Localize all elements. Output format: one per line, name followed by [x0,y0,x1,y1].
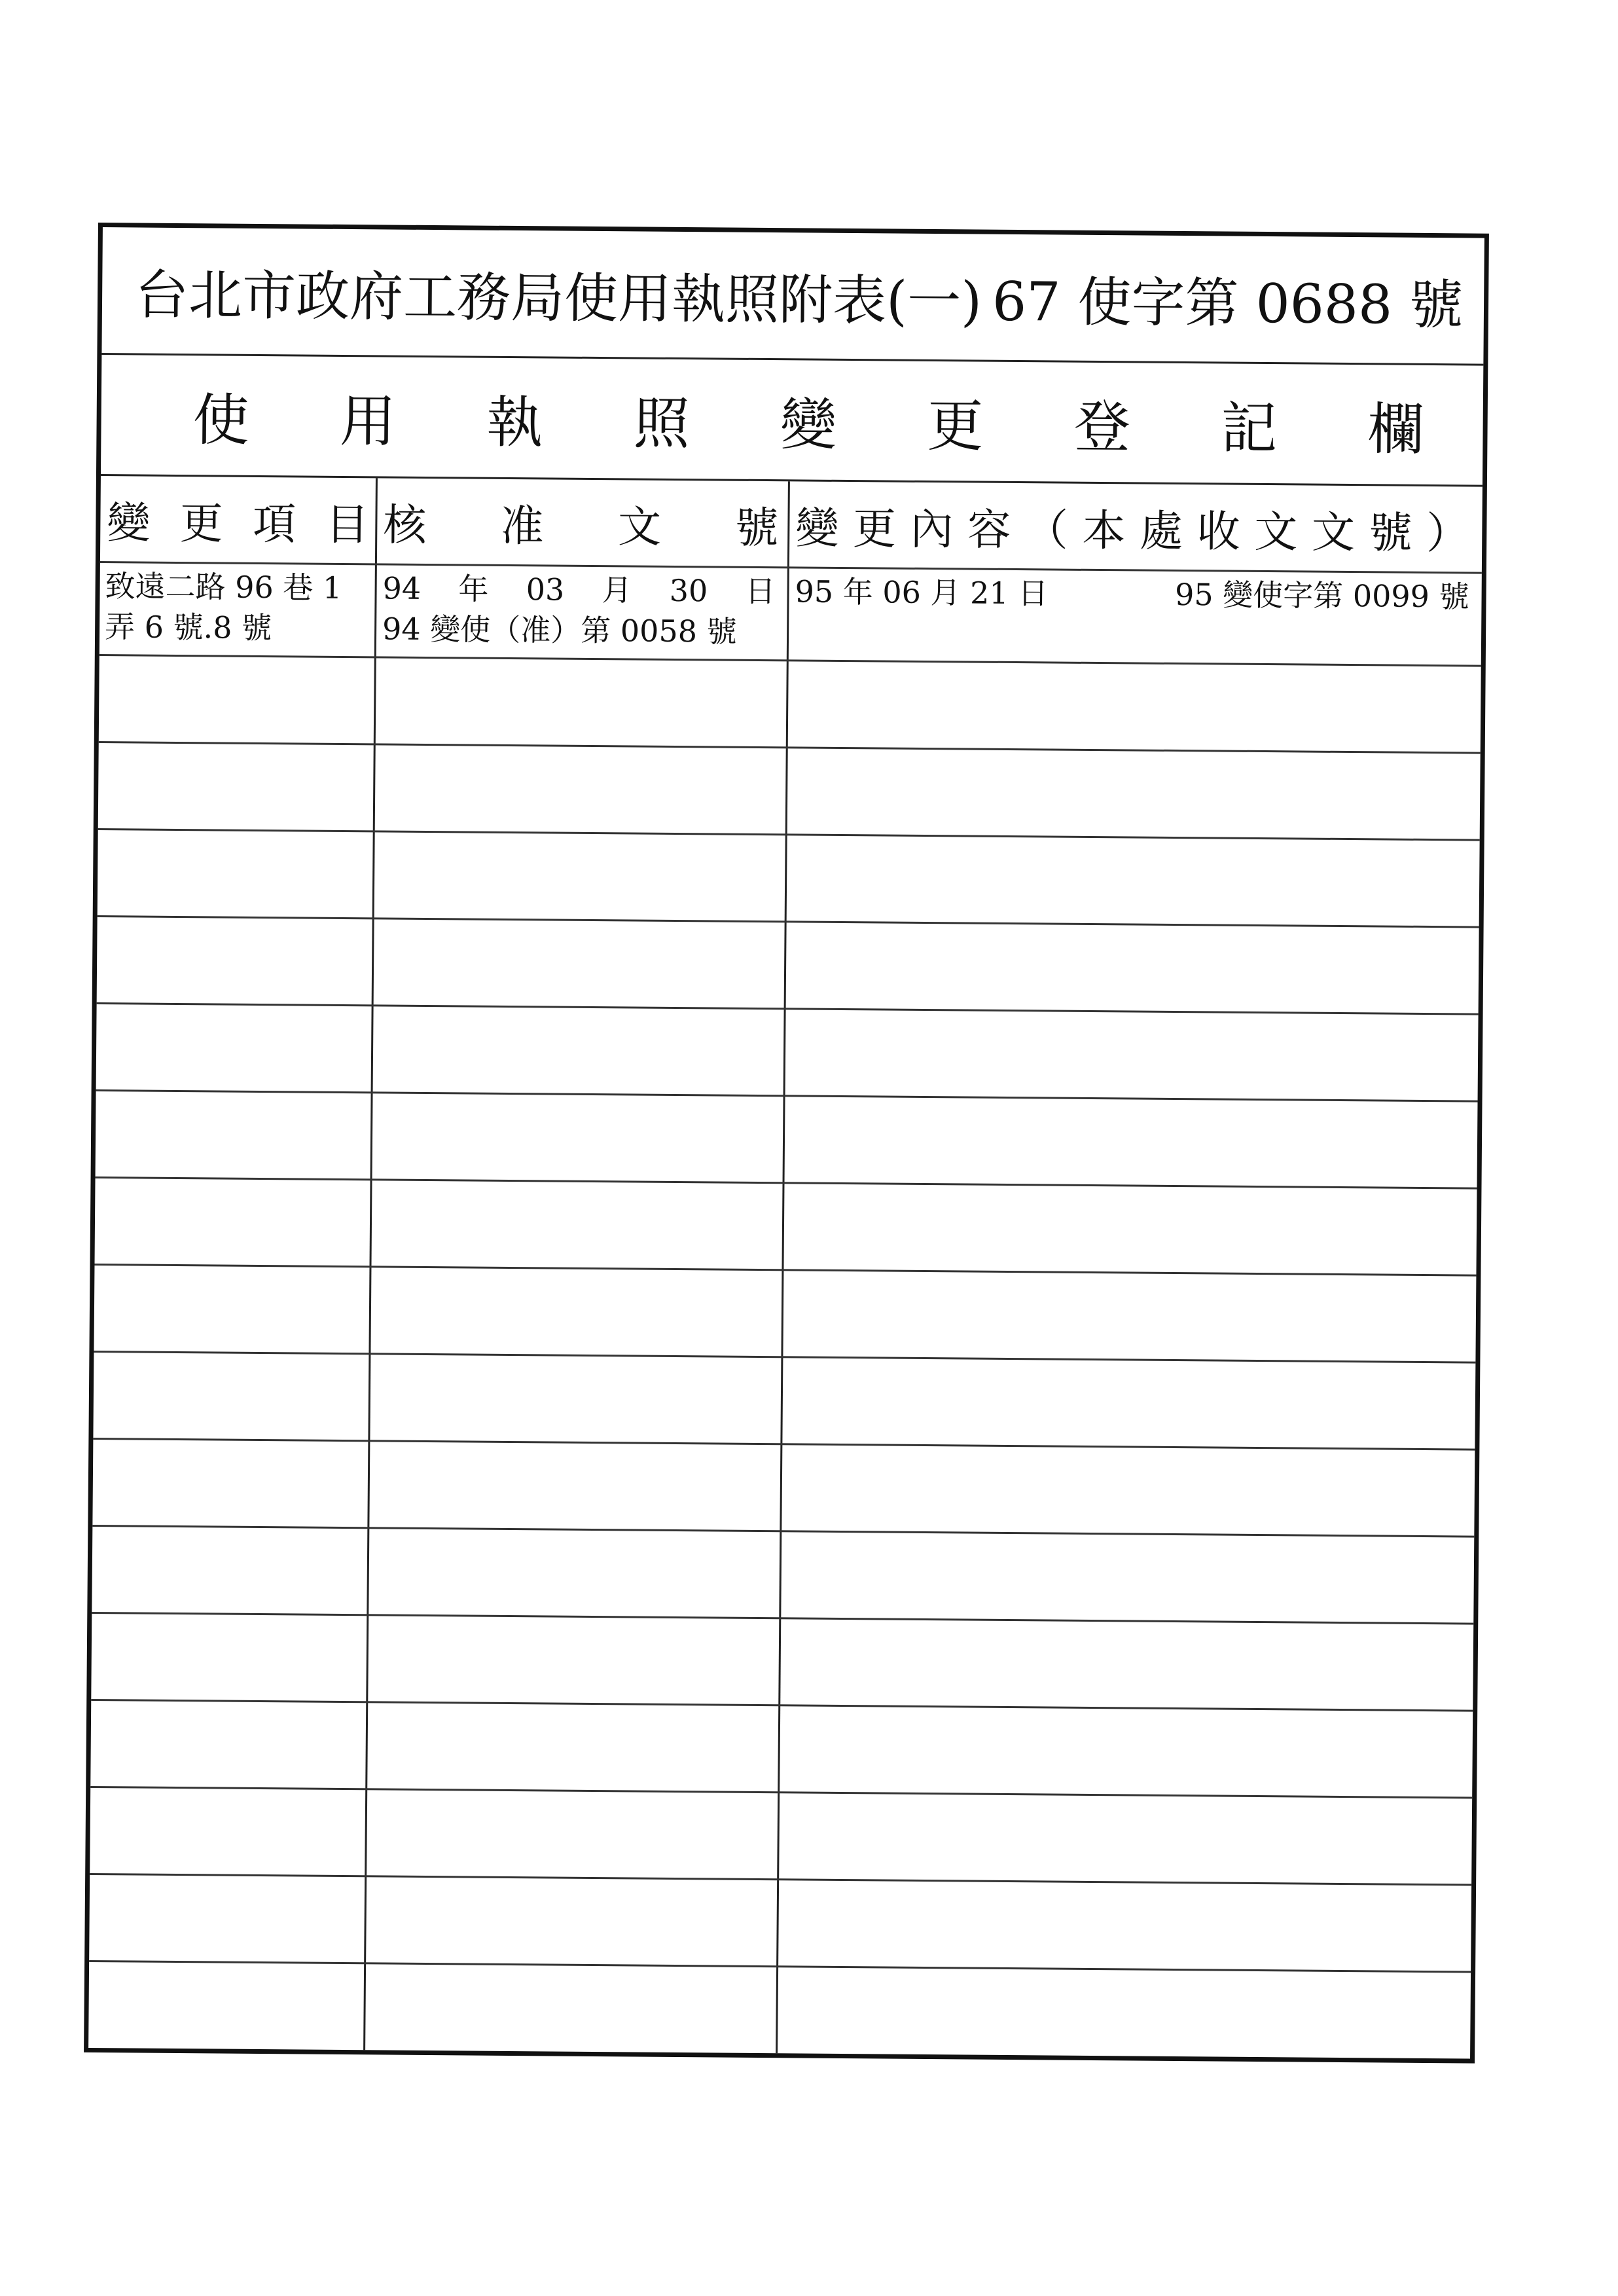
row-divider [96,1089,1478,1102]
content-date: 95 年 06 月 21 日 [795,574,1049,611]
row-divider [92,1612,1473,1625]
header-char: 核 [383,499,427,551]
header-char: 收 [1196,505,1241,557]
header-char: 變 [795,502,839,554]
heading-char: 使 [192,388,250,454]
form-title [101,227,1484,366]
row-divider [94,1351,1475,1364]
approval-day: 30 [669,572,708,609]
row-divider [90,1873,1471,1886]
header-char: 目 [325,499,369,550]
column-header-approval-number [383,478,783,566]
section-heading [101,355,1483,487]
heading-char: 用 [339,388,397,455]
approval-month: 03 [526,572,565,608]
row-divider [91,1699,1473,1712]
row-divider [99,741,1481,754]
heading-char: 更 [927,393,984,460]
header-char: 容 [967,503,1011,555]
header-char: 號 [1369,507,1412,558]
row-divider [97,1002,1479,1015]
header-char: 號 [735,502,779,553]
table-row-approval [382,568,776,652]
column-header-change-item [107,476,369,563]
header-char: 項 [252,498,297,549]
column-divider [363,478,378,2050]
header-char: 文 [1254,506,1298,557]
header-char: 變 [107,497,151,549]
row-divider [89,1960,1471,1973]
table-row-content [795,571,1469,617]
content-line [795,571,1469,617]
row-divider [94,1264,1476,1277]
column-divider [776,481,790,2053]
title-prefix: 台北市政府工務局使用執照附表(一) [134,263,982,333]
header-char: 文 [1311,507,1356,558]
row-divider [99,654,1481,667]
approval-month-unit: 月 [602,572,632,608]
item-line-1: 致遠二路 96 巷 1 [105,568,342,606]
header-char: 本 [1082,505,1126,556]
row-divider [96,1176,1477,1190]
heading-char: 記 [1220,395,1278,462]
approval-day-unit: 日 [745,573,776,610]
header-char: ） [1426,507,1470,558]
license-number: 67 使字第 0688 號 [992,270,1464,337]
change-registration-form [84,223,1489,2064]
heading-char: 執 [486,390,543,456]
row-divider [98,828,1480,841]
registration-table [88,476,1483,2059]
heading-char: 欄 [1367,397,1424,463]
row-divider [90,1786,1472,1799]
row-divider [98,915,1479,928]
header-char: 更 [852,503,897,555]
heading-char: 照 [633,391,691,458]
header-char: 處 [1139,505,1183,556]
item-line-2: 弄 6 號.8 號 [104,609,272,646]
column-header-change-content [795,481,1470,572]
row-divider [92,1525,1474,1538]
header-char: 內 [910,503,954,555]
approval-document-number: 94 變使（准）第 0058 號 [382,611,737,649]
content-document-number: 95 變使字第 0099 號 [1174,576,1469,615]
header-char: 准 [500,500,545,551]
heading-char: 變 [780,392,837,458]
header-char: 更 [179,498,224,549]
heading-char: 登 [1073,394,1131,461]
approval-year: 94 [382,570,422,606]
header-char: 文 [617,501,662,553]
approval-date [382,568,775,611]
table-row-item [105,566,342,649]
row-divider [93,1438,1475,1451]
approval-year-unit: 年 [458,571,489,607]
header-char: （ [1024,504,1069,556]
